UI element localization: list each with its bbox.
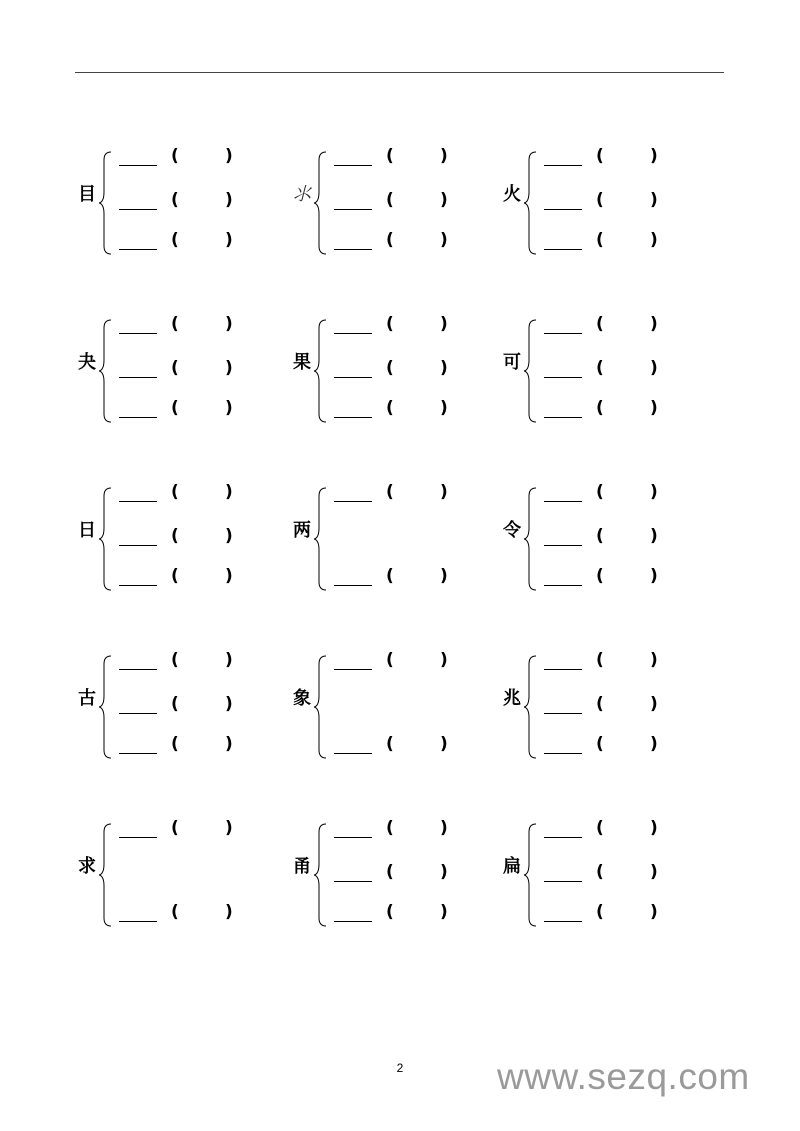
curly-brace xyxy=(314,820,330,930)
close-paren: ) xyxy=(440,146,448,166)
answer-row xyxy=(544,696,674,716)
answer-row xyxy=(334,904,464,924)
open-paren: ( xyxy=(171,902,179,922)
answer-row xyxy=(544,528,674,548)
answer-blank[interactable] xyxy=(334,669,372,670)
answer-row xyxy=(544,316,674,336)
open-paren: ( xyxy=(171,650,179,670)
answer-blank[interactable] xyxy=(544,753,582,754)
open-paren: ( xyxy=(171,230,179,250)
close-paren: ) xyxy=(650,650,658,670)
close-paren: ) xyxy=(650,526,658,546)
open-paren: ( xyxy=(171,190,179,210)
answer-blank[interactable] xyxy=(119,837,157,838)
open-paren: ( xyxy=(171,818,179,838)
root-character: 目 xyxy=(78,184,96,205)
open-paren: ( xyxy=(171,482,179,502)
answer-row xyxy=(544,148,674,168)
word-group xyxy=(75,820,275,930)
close-paren: ) xyxy=(440,358,448,378)
open-paren: ( xyxy=(386,358,394,378)
open-paren: ( xyxy=(386,398,394,418)
open-paren: ( xyxy=(596,526,604,546)
answer-row xyxy=(334,736,464,756)
root-character: 兆 xyxy=(503,688,521,709)
word-group xyxy=(75,484,275,594)
answer-row xyxy=(119,484,249,504)
answer-row xyxy=(334,192,464,212)
answer-row xyxy=(119,736,249,756)
root-character: 火 xyxy=(503,184,521,205)
word-group xyxy=(290,652,490,762)
close-paren: ) xyxy=(650,902,658,922)
answer-blank[interactable] xyxy=(119,669,157,670)
answer-blank[interactable] xyxy=(119,921,157,922)
curly-brace xyxy=(524,820,540,930)
open-paren: ( xyxy=(596,230,604,250)
answer-row xyxy=(334,820,464,840)
word-group xyxy=(500,148,700,258)
answer-row xyxy=(544,652,674,672)
root-character: 令 xyxy=(503,520,521,541)
answer-row xyxy=(334,568,464,588)
root-character: ⺢ xyxy=(293,184,311,205)
open-paren: ( xyxy=(596,482,604,502)
close-paren: ) xyxy=(225,650,233,670)
open-paren: ( xyxy=(596,818,604,838)
curly-brace xyxy=(524,316,540,426)
close-paren: ) xyxy=(440,190,448,210)
close-paren: ) xyxy=(440,566,448,586)
open-paren: ( xyxy=(596,358,604,378)
open-paren: ( xyxy=(171,566,179,586)
answer-blank[interactable] xyxy=(119,333,157,334)
answer-blank[interactable] xyxy=(334,585,372,586)
answer-blank[interactable] xyxy=(334,165,372,166)
open-paren: ( xyxy=(386,190,394,210)
close-paren: ) xyxy=(225,398,233,418)
curly-brace xyxy=(524,652,540,762)
open-paren: ( xyxy=(386,566,394,586)
root-character: 果 xyxy=(293,352,311,373)
answer-row xyxy=(334,148,464,168)
answer-row xyxy=(544,484,674,504)
answer-row xyxy=(544,820,674,840)
page-number: 2 xyxy=(396,1061,404,1075)
answer-row xyxy=(119,820,249,840)
open-paren: ( xyxy=(596,566,604,586)
close-paren: ) xyxy=(650,818,658,838)
answer-blank[interactable] xyxy=(544,881,582,882)
open-paren: ( xyxy=(171,314,179,334)
open-paren: ( xyxy=(596,398,604,418)
open-paren: ( xyxy=(171,734,179,754)
open-paren: ( xyxy=(386,482,394,502)
answer-row xyxy=(544,232,674,252)
answer-blank[interactable] xyxy=(334,921,372,922)
open-paren: ( xyxy=(386,862,394,882)
close-paren: ) xyxy=(650,862,658,882)
close-paren: ) xyxy=(440,230,448,250)
root-character: 古 xyxy=(78,688,96,709)
open-paren: ( xyxy=(171,398,179,418)
close-paren: ) xyxy=(650,190,658,210)
answer-row xyxy=(544,864,674,884)
root-character: 两 xyxy=(293,520,311,541)
answer-blank[interactable] xyxy=(334,417,372,418)
close-paren: ) xyxy=(225,566,233,586)
answer-row xyxy=(544,360,674,380)
answer-blank[interactable] xyxy=(334,249,372,250)
close-paren: ) xyxy=(650,734,658,754)
header-rule xyxy=(75,72,724,73)
answer-blank[interactable] xyxy=(334,501,372,502)
answer-blank[interactable] xyxy=(544,545,582,546)
close-paren: ) xyxy=(440,398,448,418)
answer-blank[interactable] xyxy=(119,417,157,418)
word-group xyxy=(290,820,490,930)
close-paren: ) xyxy=(440,734,448,754)
answer-blank[interactable] xyxy=(544,585,582,586)
open-paren: ( xyxy=(171,694,179,714)
close-paren: ) xyxy=(225,526,233,546)
answer-blank[interactable] xyxy=(544,377,582,378)
curly-brace xyxy=(314,316,330,426)
close-paren: ) xyxy=(650,230,658,250)
curly-brace xyxy=(314,148,330,258)
open-paren: ( xyxy=(386,230,394,250)
open-paren: ( xyxy=(386,650,394,670)
answer-row xyxy=(334,652,464,672)
root-character: 扁 xyxy=(503,856,521,877)
word-group xyxy=(290,148,490,258)
answer-row xyxy=(544,400,674,420)
answer-blank[interactable] xyxy=(544,837,582,838)
answer-blank[interactable] xyxy=(119,209,157,210)
answer-row xyxy=(119,652,249,672)
answer-blank[interactable] xyxy=(544,501,582,502)
open-paren: ( xyxy=(386,902,394,922)
open-paren: ( xyxy=(596,734,604,754)
word-group xyxy=(75,652,275,762)
word-group xyxy=(500,652,700,762)
curly-brace xyxy=(314,484,330,594)
root-character: 甬 xyxy=(293,856,311,877)
curly-brace xyxy=(99,820,115,930)
close-paren: ) xyxy=(650,482,658,502)
root-character: 夬 xyxy=(78,352,96,373)
word-group xyxy=(500,316,700,426)
answer-row xyxy=(544,568,674,588)
close-paren: ) xyxy=(650,566,658,586)
close-paren: ) xyxy=(225,902,233,922)
answer-blank[interactable] xyxy=(334,753,372,754)
close-paren: ) xyxy=(650,694,658,714)
answer-row xyxy=(334,232,464,252)
close-paren: ) xyxy=(440,650,448,670)
answer-blank[interactable] xyxy=(544,165,582,166)
answer-blank[interactable] xyxy=(334,837,372,838)
answer-blank[interactable] xyxy=(544,669,582,670)
open-paren: ( xyxy=(171,146,179,166)
answer-blank[interactable] xyxy=(119,585,157,586)
answer-blank[interactable] xyxy=(119,545,157,546)
open-paren: ( xyxy=(596,862,604,882)
curly-brace xyxy=(314,652,330,762)
close-paren: ) xyxy=(650,398,658,418)
root-character: 象 xyxy=(293,688,311,709)
close-paren: ) xyxy=(225,358,233,378)
open-paren: ( xyxy=(171,358,179,378)
close-paren: ) xyxy=(225,818,233,838)
answer-blank[interactable] xyxy=(334,333,372,334)
curly-brace xyxy=(99,316,115,426)
close-paren: ) xyxy=(440,862,448,882)
answer-blank[interactable] xyxy=(544,333,582,334)
answer-row xyxy=(119,528,249,548)
close-paren: ) xyxy=(225,314,233,334)
curly-brace xyxy=(524,148,540,258)
answer-blank[interactable] xyxy=(334,881,372,882)
answer-row xyxy=(119,400,249,420)
answer-blank[interactable] xyxy=(544,713,582,714)
close-paren: ) xyxy=(440,314,448,334)
open-paren: ( xyxy=(386,314,394,334)
open-paren: ( xyxy=(171,526,179,546)
close-paren: ) xyxy=(225,146,233,166)
answer-row xyxy=(119,568,249,588)
answer-row xyxy=(119,316,249,336)
answer-row xyxy=(334,864,464,884)
close-paren: ) xyxy=(440,818,448,838)
answer-row xyxy=(119,696,249,716)
close-paren: ) xyxy=(225,190,233,210)
close-paren: ) xyxy=(650,314,658,334)
close-paren: ) xyxy=(225,230,233,250)
answer-blank[interactable] xyxy=(119,249,157,250)
close-paren: ) xyxy=(225,734,233,754)
answer-row xyxy=(334,360,464,380)
answer-blank[interactable] xyxy=(119,753,157,754)
answer-blank[interactable] xyxy=(544,921,582,922)
curly-brace xyxy=(524,484,540,594)
open-paren: ( xyxy=(596,146,604,166)
answer-row xyxy=(334,316,464,336)
close-paren: ) xyxy=(225,482,233,502)
answer-blank[interactable] xyxy=(119,377,157,378)
root-character: 求 xyxy=(78,856,96,877)
open-paren: ( xyxy=(596,650,604,670)
answer-row xyxy=(334,484,464,504)
answer-row xyxy=(119,232,249,252)
root-character: 日 xyxy=(78,520,96,541)
answer-row xyxy=(119,148,249,168)
answer-blank[interactable] xyxy=(544,417,582,418)
answer-row xyxy=(119,192,249,212)
open-paren: ( xyxy=(596,902,604,922)
word-group xyxy=(75,148,275,258)
open-paren: ( xyxy=(596,694,604,714)
watermark: www.sezq.com xyxy=(497,1056,750,1097)
close-paren: ) xyxy=(440,482,448,502)
close-paren: ) xyxy=(225,694,233,714)
close-paren: ) xyxy=(650,358,658,378)
answer-row xyxy=(119,360,249,380)
open-paren: ( xyxy=(596,190,604,210)
answer-blank[interactable] xyxy=(119,713,157,714)
open-paren: ( xyxy=(386,818,394,838)
answer-blank[interactable] xyxy=(334,377,372,378)
word-group xyxy=(500,820,700,930)
answer-row xyxy=(544,736,674,756)
answer-row xyxy=(544,192,674,212)
close-paren: ) xyxy=(650,146,658,166)
open-paren: ( xyxy=(386,734,394,754)
open-paren: ( xyxy=(386,146,394,166)
close-paren: ) xyxy=(440,902,448,922)
open-paren: ( xyxy=(596,314,604,334)
answer-row xyxy=(544,904,674,924)
word-group xyxy=(290,316,490,426)
curly-brace xyxy=(99,484,115,594)
answer-blank[interactable] xyxy=(119,501,157,502)
curly-brace xyxy=(99,652,115,762)
answer-blank[interactable] xyxy=(544,209,582,210)
word-group xyxy=(75,316,275,426)
word-group xyxy=(500,484,700,594)
answer-row xyxy=(334,400,464,420)
root-character: 可 xyxy=(503,352,521,373)
answer-row xyxy=(119,904,249,924)
answer-blank[interactable] xyxy=(119,165,157,166)
word-group xyxy=(290,484,490,594)
answer-blank[interactable] xyxy=(334,209,372,210)
answer-blank[interactable] xyxy=(544,249,582,250)
curly-brace xyxy=(99,148,115,258)
